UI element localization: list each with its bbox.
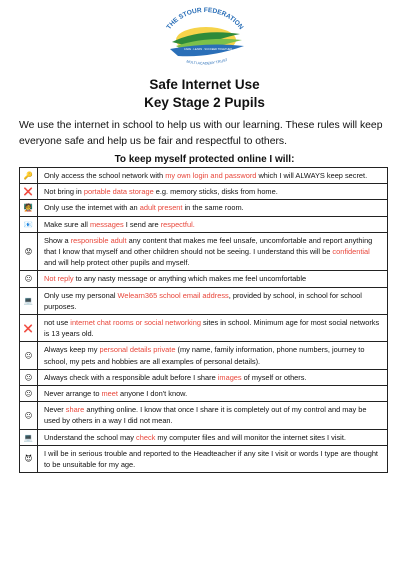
rules-heading: To keep myself protected online I will: [114,154,295,165]
rule-row [20,315,388,342]
rule-text [38,271,388,287]
rule-highlight-text: check [136,432,156,442]
federation-logo [150,2,260,72]
rule-plain-text: sites in school. Minimum age for most social networks is 13 years old. [44,318,380,339]
rule-plain-text: Only use my personal [44,290,118,300]
logo-ribbon-text: CARE · LEARN · SUCCEED TOGETHER [183,48,233,51]
rule-plain-text: my computer files and will monitor the internet sites I visit. [155,432,346,442]
rule-plain-text: , provided by school, in school for school purposes. [44,290,362,311]
devil-face-icon: 😈 [20,445,38,472]
intro-paragraph: We use the internet in school to help us with our learning. These rules will keep everyone safe and help us be fair and respectful to others. [19,120,383,147]
rule-plain-text: any content that makes me feel unsafe, uncomfortable and report anything that I know that myself and other children should not be seeing. I understand this will be [44,235,373,257]
page-title-line1: Safe Internet Use [149,77,260,92]
rule-text [38,184,388,200]
rule-plain-text: anyone I don't know. [117,389,188,399]
rule-highlight-text: messages [90,219,124,229]
rule-highlight-text: meet [101,389,118,399]
rule-highlight-text: personal details private [99,345,176,355]
rule-text [38,315,388,342]
rule-text [38,386,388,402]
rule-highlight-text: my own login and password [165,171,257,180]
rule-plain-text: Understand the school may [44,432,137,442]
rule-row [20,402,388,429]
rule-plain-text: I send are [123,219,161,229]
page-title-line2: Key Stage 2 Pupils [144,95,265,110]
rule-row [20,342,388,369]
laptop-icon: 💻 [20,287,38,314]
rule-plain-text: in the same room. [182,203,244,213]
rule-highlight-text: share [65,405,85,415]
rule-plain-text: Make sure all [44,219,91,229]
rule-text [38,342,388,369]
rule-text [38,168,388,184]
rule-text [38,200,388,216]
rule-plain-text: not use [44,318,71,328]
rule-text [38,369,388,385]
teacher-icon: 🧑‍🏫 [20,200,38,216]
rule-highlight-text: respectful. [160,219,195,229]
rule-row [20,386,388,402]
rule-text [38,216,388,232]
rule-text [38,402,388,429]
rule-plain-text: Never [44,405,66,415]
rule-highlight-text: confidential [332,247,370,257]
rule-text [38,429,388,445]
rule-row [20,445,388,472]
rule-row [20,200,388,216]
rule-plain-text: of myself or others. [241,372,307,382]
rule-highlight-text: Welearn365 school email address [117,290,229,300]
neutral-face-icon: 😐 [20,402,38,429]
page-title [0,76,409,112]
rule-plain-text: anything online. I know that once I share it is completely out of my control and may be used by others in a way I did not mean. [44,405,367,426]
neutral-face-icon: 😐 [20,386,38,402]
rules-table-body [20,168,388,473]
neutral-face-icon: 😐 [20,369,38,385]
rule-row [20,287,388,314]
laptop-icon: 💻 [20,429,38,445]
key-icon: 🔑 [20,168,38,184]
rule-text [38,232,388,271]
rules-table [19,167,388,473]
rule-row [20,232,388,271]
rule-text [38,287,388,314]
logo-arc-text-bottom: MULTI ACADEMY TRUST [186,57,229,66]
rule-row [20,271,388,287]
rule-row [20,216,388,232]
rule-row [20,168,388,184]
rule-highlight-text: responsible adult [70,235,127,245]
rule-highlight-text: portable data storage [83,187,154,197]
rule-highlight-text: internet chat rooms or social networking [70,318,201,328]
neutral-face-icon: 😐 [20,342,38,369]
rule-plain-text: I will be in serious trouble and reported to the Headteacher if any site I visit or words I type are thought to be unsuitable for my age. [44,448,378,470]
rule-row [20,369,388,385]
rule-text [38,445,388,472]
rule-plain-text: Always check with a responsible adult before I share [44,372,218,382]
rule-plain-text: Always keep my [44,345,100,355]
message-icon: 📧 [20,216,38,232]
rule-highlight-text: adult present [139,203,183,213]
federation-logo-graphic [150,2,260,72]
rule-plain-text: Not bring in [44,187,84,197]
rule-highlight-text: images [217,372,242,382]
neutral-face-icon: 😐 [20,271,38,287]
red-cross-icon: ❌ [20,184,38,200]
worried-face-icon: 😟 [20,232,38,271]
rule-plain-text: e.g. memory sticks, disks from home. [153,187,278,197]
rule-plain-text: (my name, family information, phone numbers, journey to school, my pets and hobbies are all examples of personal details). [44,345,365,366]
rule-plain-text: to any nasty message or anything which makes me feel uncomfortable [73,274,307,284]
red-cross-icon: ❌ [20,315,38,342]
logo-arc-text-top: THE STOUR FEDERATION [165,6,245,31]
rule-plain-text: and will help protect other pupils and myself. [44,258,190,268]
rule-plain-text: Show a [44,235,71,245]
rule-row [20,184,388,200]
rule-plain-text: Only use the internet with an [44,203,140,213]
rule-plain-text: Never arrange to [44,389,102,399]
rule-plain-text: Only access the school network with [44,171,166,180]
rule-row [20,429,388,445]
rule-highlight-text: Not reply [44,274,74,284]
rule-plain-text: which I will ALWAYS keep secret. [256,171,368,180]
